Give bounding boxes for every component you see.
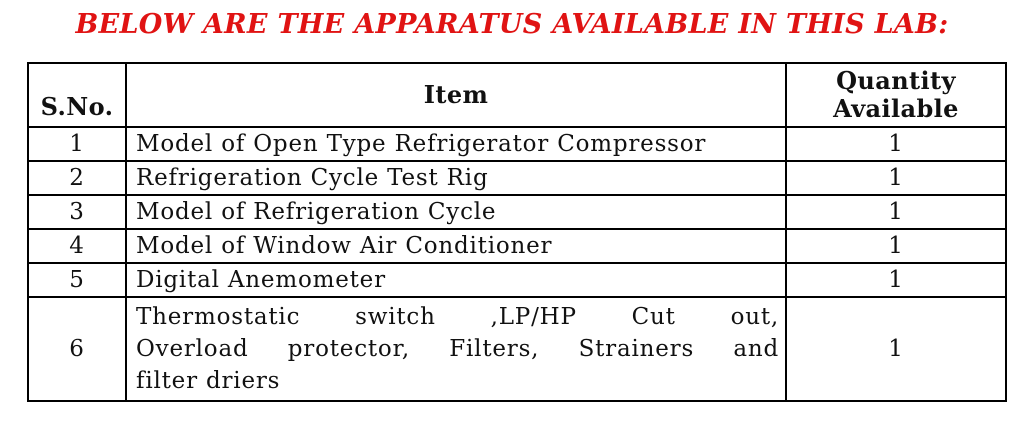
- cell-item: Model of Open Type Refrigerator Compressor: [126, 127, 786, 161]
- cell-item: Model of Window Air Conditioner: [126, 229, 786, 263]
- table-header: [28, 63, 1006, 127]
- table-row: [28, 195, 1006, 229]
- table-row: [28, 127, 1006, 161]
- cell-serial-number: 3: [28, 195, 126, 229]
- table-header-row: [28, 63, 1006, 127]
- table-row: [28, 161, 1006, 195]
- cell-serial-number: 2: [28, 161, 126, 195]
- column-header-sno: S.No.: [28, 63, 126, 127]
- cell-quantity-available: 1: [786, 127, 1006, 161]
- cell-quantity-available: 1: [786, 263, 1006, 297]
- cell-quantity-available: 1: [786, 195, 1006, 229]
- cell-quantity-available: 1: [786, 229, 1006, 263]
- cell-serial-number: 5: [28, 263, 126, 297]
- column-header-quantity-available: Quantity Available: [786, 63, 1006, 127]
- cell-quantity-available: 1: [786, 161, 1006, 195]
- column-header-item: Item: [126, 63, 786, 127]
- cell-item: Model of Refrigeration Cycle: [126, 195, 786, 229]
- cell-item: [126, 297, 786, 401]
- table-row: [28, 229, 1006, 263]
- page-title: BELOW ARE THE APPARATUS AVAILABLE IN THIS LAB:: [75, 9, 949, 40]
- cell-item: Refrigeration Cycle Test Rig: [126, 161, 786, 195]
- cell-serial-number: 4: [28, 229, 126, 263]
- cell-item-line: filter driers: [136, 368, 281, 394]
- cell-item-line: Thermostatic switch ,LP/HP Cut out,: [136, 304, 779, 330]
- cell-serial-number: 1: [28, 127, 126, 161]
- cell-item: Digital Anemometer: [126, 263, 786, 297]
- table-body: [28, 127, 1006, 401]
- cell-serial-number: 6: [28, 297, 126, 401]
- table-row: [28, 297, 1006, 401]
- apparatus-table: [27, 62, 1007, 402]
- cell-item-line: Overload protector, Filters, Strainers and: [136, 336, 779, 362]
- table-row: [28, 263, 1006, 297]
- cell-quantity-available: 1: [786, 297, 1006, 401]
